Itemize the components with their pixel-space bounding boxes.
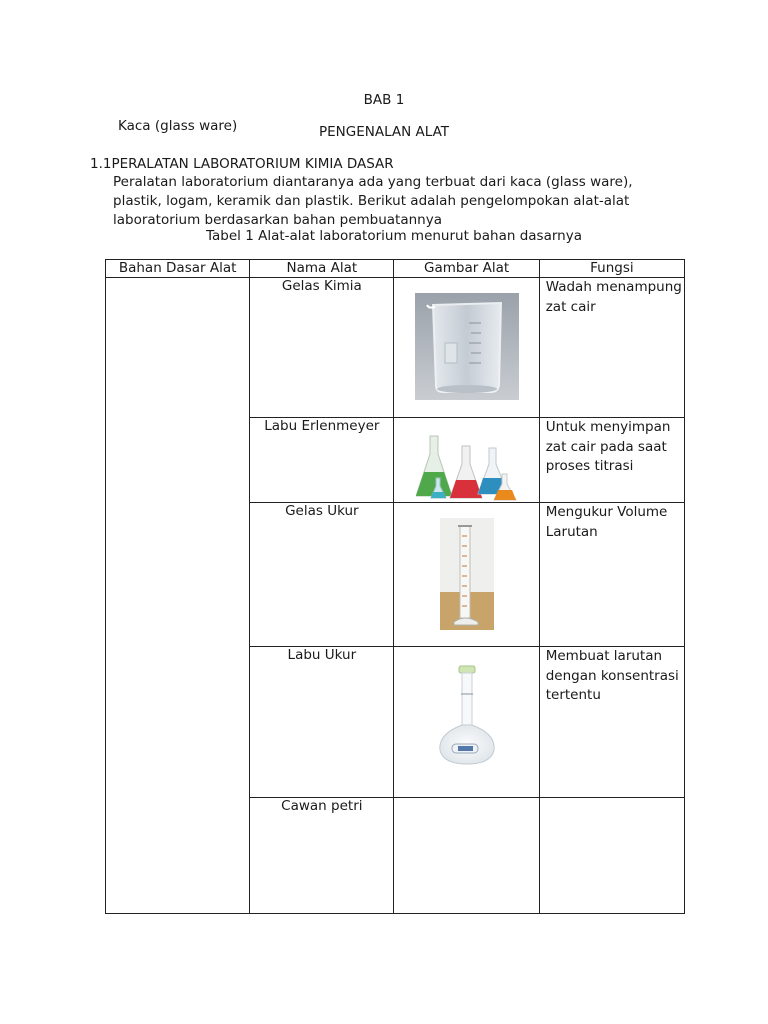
erlenmeyer-flasks-photo	[394, 418, 539, 503]
beaker-icon	[415, 293, 519, 400]
tool-name: Gelas Kimia	[250, 278, 394, 418]
header-name: Nama Alat	[250, 260, 394, 278]
material-label: Kaca (glass ware)	[118, 118, 238, 134]
table-header-row	[106, 260, 685, 278]
intro-paragraph: Peralatan laboratorium diantaranya ada yang terbuat dari kaca (glass ware), plastik, logam, keramik dan plastik. Berikut adalah pengelompokan alat-alat laboratorium berdasarkan bahan pembuatannya	[113, 174, 633, 228]
section-number: 1.1	[90, 156, 112, 172]
tool-function: Membuat larutan dengan konsentrasi tertentu	[539, 647, 684, 798]
tool-name: Gelas Ukur	[250, 503, 394, 647]
beaker-photo	[394, 278, 539, 418]
section-heading	[90, 156, 394, 172]
header-function: Fungsi	[539, 260, 684, 278]
graduated-cylinder-photo	[394, 503, 539, 647]
section-title: PERALATAN LABORATORIUM KIMIA DASAR	[111, 156, 394, 172]
chapter-title: PENGENALAN ALAT	[318, 124, 450, 140]
graduated-cylinder-icon	[440, 518, 494, 630]
table-row	[106, 278, 685, 418]
tool-function	[539, 798, 684, 914]
tool-function: Untuk menyimpan zat cair pada saat proses titrasi	[539, 418, 684, 503]
volumetric-flask-photo	[394, 647, 539, 798]
header-material: Bahan Dasar Alat	[106, 260, 250, 278]
erlenmeyer-icon	[416, 434, 518, 502]
table-caption: Tabel 1 Alat-alat laboratorium menurut bahan dasarnya	[206, 228, 582, 244]
tool-function: Wadah menampung zat cair	[539, 278, 684, 418]
tool-name: Labu Ukur	[250, 647, 394, 798]
header-image: Gambar Alat	[394, 260, 539, 278]
chapter-label: BAB 1	[363, 92, 405, 108]
empty-image-cell	[394, 798, 539, 914]
tool-name: Cawan petri	[250, 798, 394, 914]
tool-name: Labu Erlenmeyer	[250, 418, 394, 503]
tool-function: Mengukur Volume Larutan	[539, 503, 684, 647]
volumetric-flask-icon	[424, 664, 510, 766]
